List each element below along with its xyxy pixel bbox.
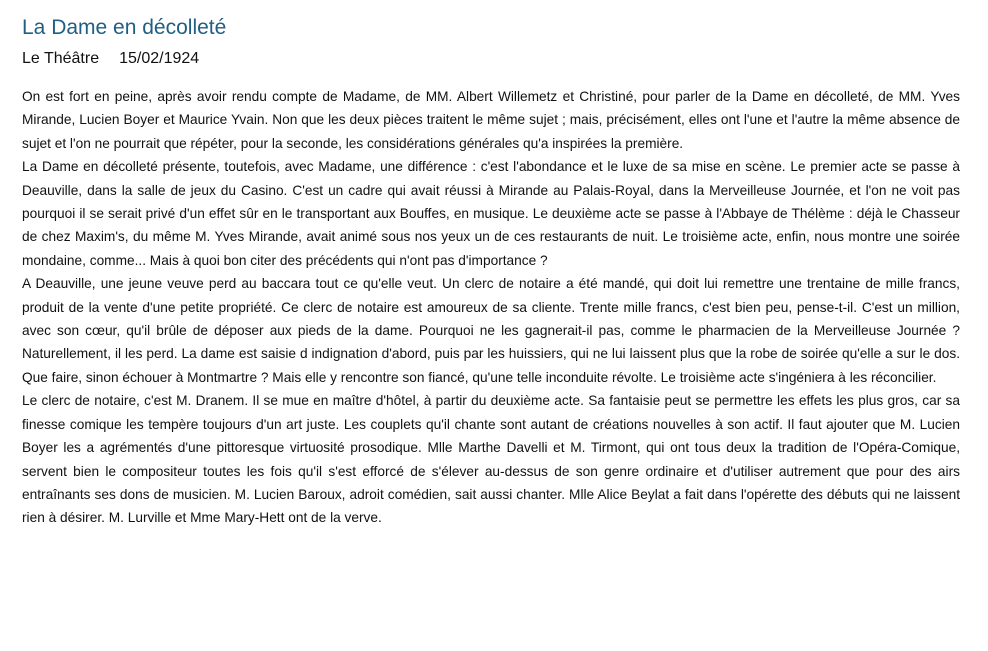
paragraph: A Deauville, une jeune veuve perd au baccara tout ce qu'elle veut. Un clerc de notaire a été mandé, qui doit lui remettre une trentaine de mille francs, produit de la vente d'une petite propriété. Ce clerc de notaire est amoureux de sa cliente. Trente mille francs, c'est bien peu, pense-t-il. C'est un million, avec son cœur, qu'il brûle de déposer aux pieds de la dame. Pourquoi ne les gagnerait-il pas, comme le pharmacien de la Merveilleuse Journée ? Naturellement, il les perd. La dame est saisie d indignation d'abord, puis par les huissiers, qui ne lui laissent plus que la robe de soirée qu'elle a sur le dos. Que faire, sinon échouer à Montmartre ? Mais elle y rencontre son fiancé, qu'une telle inconduite révolte. Le troisième acte s'ingéniera à les réconcilier.	[22, 276, 960, 385]
document-page	[22, 14, 960, 530]
paragraph: La Dame en décolleté présente, toutefois, avec Madame, une différence : c'est l'abondance et le luxe de sa mise en scène. Le premier acte se passe à Deauville, dans la salle de jeux du Casino. C'est un cadre qui avait réussi à Mirande au Palais-Royal, dans la Merveilleuse Journée, et l'on ne voit pas pourquoi il se serait privé d'un effet sûr en le transportant aux Bouffes, en musique. Le deuxième acte se passe à l'Abbaye de Thélème : déjà le Chasseur de chez Maxim's, du même M. Yves Mirande, avait animé sous nos yeux un de ces restaurants de nuit. Le troisième acte, enfin, nous montre une soirée mondaine, comme... Mais à quoi bon citer des précédents qui n'ont pas d'importance ?	[22, 159, 960, 268]
paragraph: On est fort en peine, après avoir rendu compte de Madame, de MM. Albert Willemetz et Christiné, pour parler de la Dame en décolleté, de MM. Yves Mirande, Lucien Boyer et Maurice Yvain. Non que les deux pièces traitent le même sujet ; mais, précisément, elles ont l'une et l'autre la même absence de sujet et l'on ne pourrait que répéter, pour la seconde, les considérations générales qu'a inspirées la première.	[22, 89, 960, 151]
source-name: Le Théâtre	[22, 50, 100, 67]
source-line	[22, 48, 960, 70]
article-body	[22, 85, 960, 530]
publication-date: 15/02/1924	[119, 50, 200, 67]
paragraph: Le clerc de notaire, c'est M. Dranem. Il se mue en maître d'hôtel, à partir du deuxième acte. Sa fantaisie peut se permettre les effets les plus gros, car sa finesse comique les tempère toujours d'un art juste. Les couplets qu'il chante sont autant de créations nouvelles à son actif. Il faut ajouter que M. Lucien Boyer les a agrémentés d'une pittoresque virtuosité prosodique. Mlle Marthe Davelli et M. Tirmont, qui ont tous deux la tradition de l'Opéra-Comique, servent bien le compositeur toutes les fois qu'il s'est efforcé de s'élever au-dessus de son genre ordinaire et d'utiliser autrement que pour des airs entraînants ses dons de musicien. M. Lucien Baroux, adroit comédien, sait aussi chanter. Mlle Alice Beylat a fait dans l'opérette des débuts qui ne laissent rien à désirer. M. Lurville et Mme Mary-Hett ont de la verve.	[22, 393, 960, 526]
page-title: La Dame en décolleté	[22, 16, 227, 39]
